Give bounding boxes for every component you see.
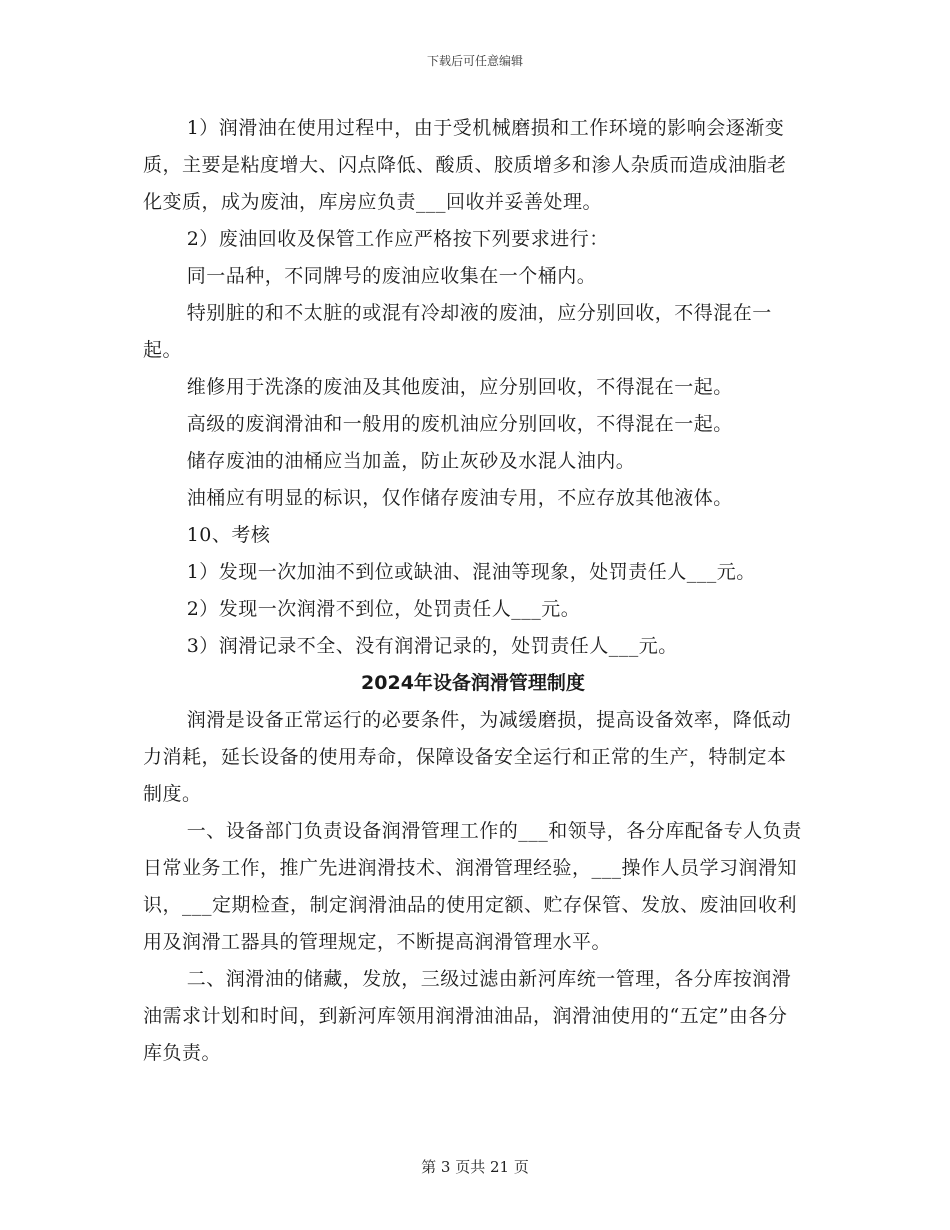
paragraph: 一、设备部门负责设备润滑管理工作的___和领导，各分库配备专人负责日常业务工作，推广先进润滑技术、润滑管理经验，___操作人员学习润滑知识，___定期检查，制定润滑油品的使用定额、贮存保管、发放、废油回收利用及润滑工器具的管理规定，不断提高润滑管理水平。 (143, 820, 802, 953)
paragraph: 1）润滑油在使用过程中，由于受机械磨损和工作环境的影响会逐渐变质，主要是粘度增大、闪点降低、酸质、胶质增多和渗人杂质而造成油脂老化变质，成为废油，库房应负责___回收并妥善处理。 (143, 117, 787, 213)
page-number: 第 3 页共 21 页 (421, 1158, 529, 1176)
paragraph: 高级的废润滑油和一般用的废机油应分别回收，不得混在一起。 (186, 413, 733, 435)
paragraph: 润滑是设备正常运行的必要条件，为减缓磨损，提高设备效率，降低动力消耗，延长设备的使用寿命，保障设备安全运行和正常的生产，特制定本制度。 (143, 709, 792, 805)
paragraph: 油桶应有明显的标识，仅作储存废油专用，不应存放其他液体。 (186, 487, 733, 509)
paragraph: 同一品种，不同牌号的废油应收集在一个桶内。 (186, 265, 597, 287)
paragraph: 3）润滑记录不全、没有润滑记录的，处罚责任人___元。 (186, 635, 678, 657)
document-title: 2024年设备润滑管理制度 (361, 672, 585, 694)
paragraph: 二、润滑油的储藏，发放，三级过滤由新河库统一管理，各分库按润滑油需求计划和时间，到新河库领用润滑油油品，润滑油使用的“五定”由各分库负责。 (143, 968, 792, 1064)
section-heading-assessment: 10、考核 (186, 524, 271, 546)
paragraph: 2）废油回收及保管工作应严格按下列要求进行： (186, 228, 609, 250)
paragraph: 储存废油的油桶应当加盖，防止灰砂及水混人油内。 (186, 450, 636, 472)
paragraph: 特别脏的和不太脏的或混有冷却液的废油，应分别回收，不得混在一起。 (143, 302, 772, 361)
paragraph: 1）发现一次加油不到位或缺油、混油等现象，处罚责任人___元。 (186, 561, 756, 583)
paragraph: 维修用于洗涤的废油及其他废油，应分别回收，不得混在一起。 (186, 376, 733, 398)
document-body (143, 110, 803, 1072)
paragraph: 2）发现一次润滑不到位，处罚责任人___元。 (186, 598, 581, 620)
page-header: 下载后可任意编辑 (426, 54, 523, 68)
